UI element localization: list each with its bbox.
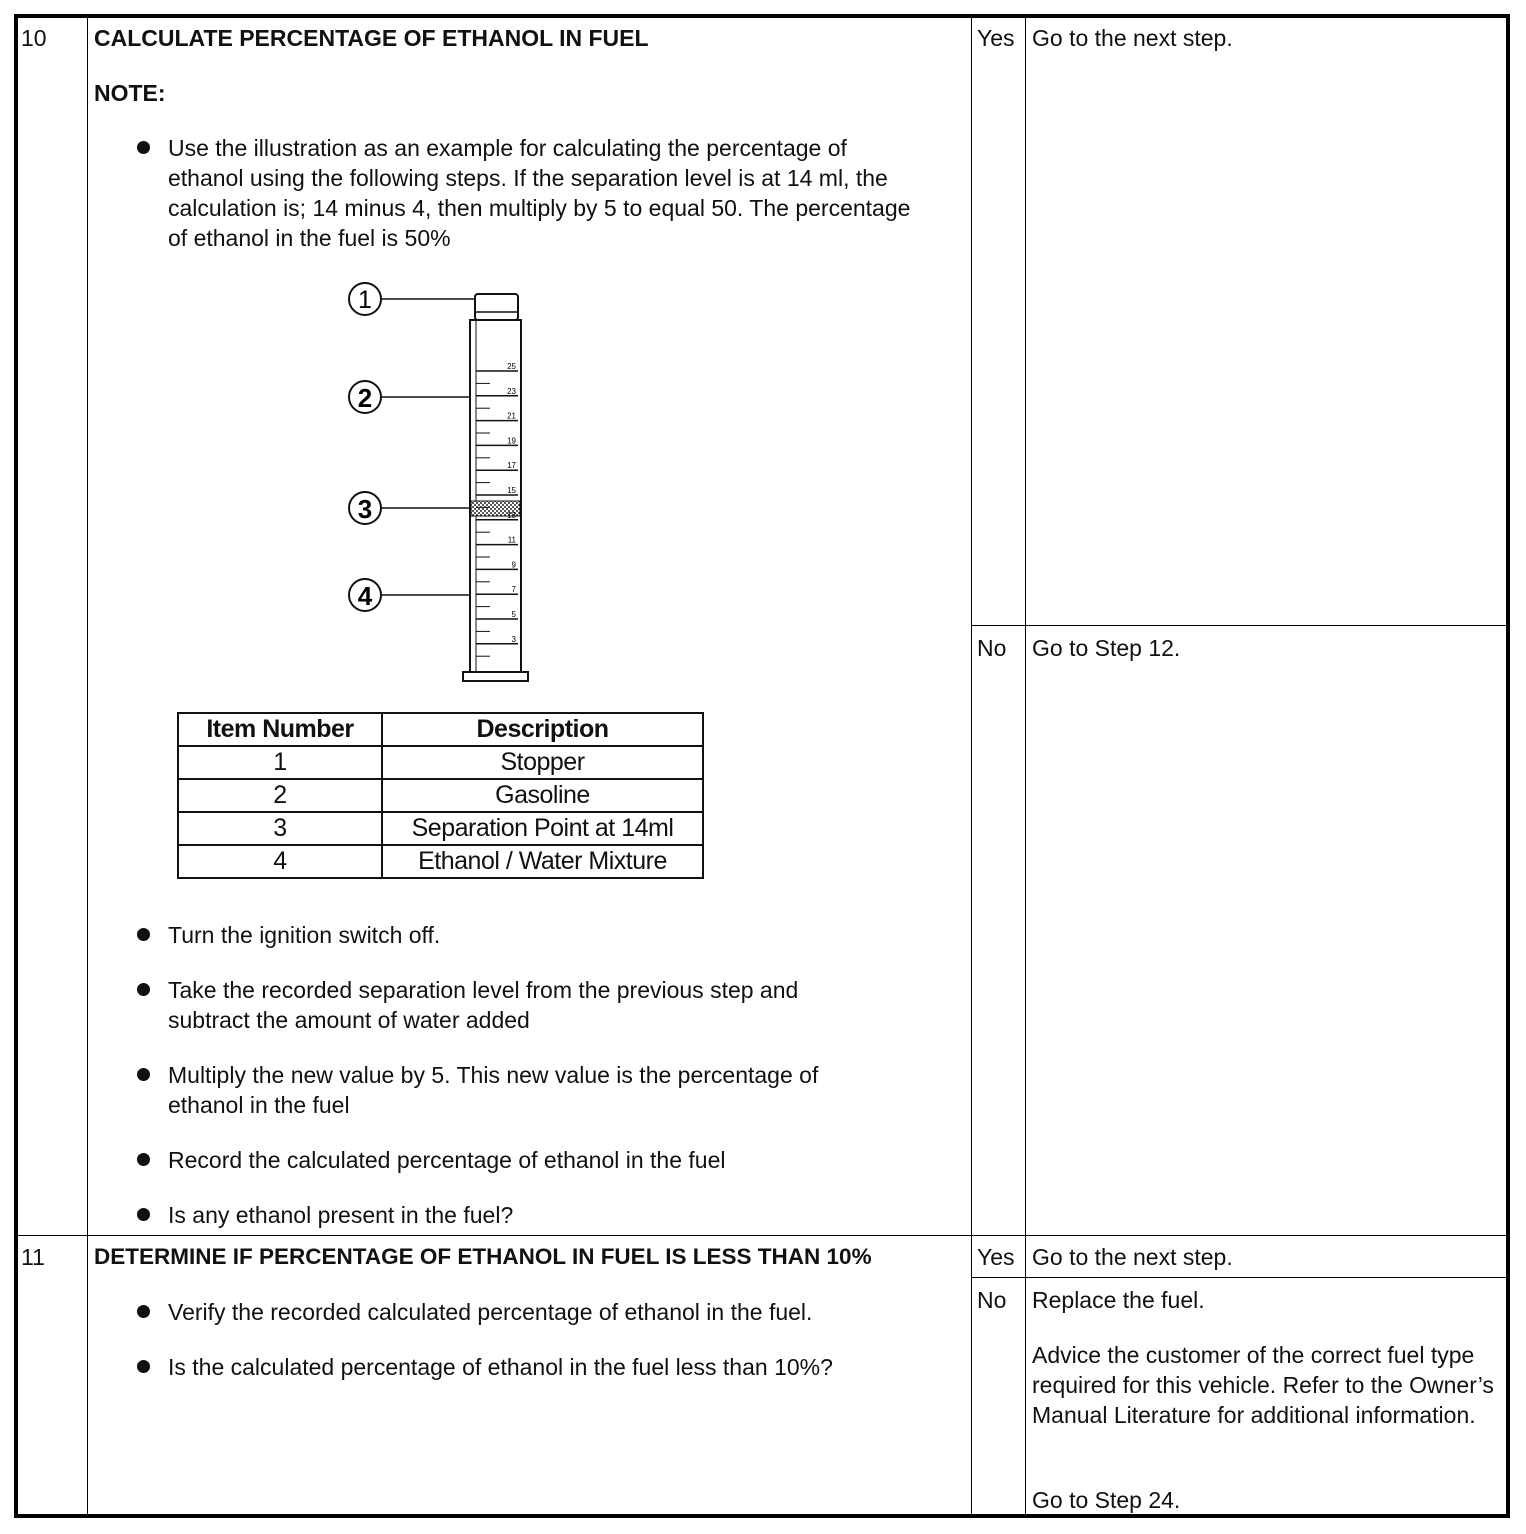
scale-label: 11 [507,535,516,545]
step-title: CALCULATE PERCENTAGE OF ETHANOL IN FUEL [94,25,649,51]
item-number-cell: 1 [178,746,382,779]
description-cell: Ethanol / Water Mixture [382,845,703,878]
scale-label: 15 [507,486,516,495]
scale-label: 19 [507,436,516,446]
scale-label: 23 [507,386,516,396]
callout-3 [349,492,381,524]
graduated-cylinder-illustration [340,282,550,687]
callout-4 [349,579,381,611]
table-row [178,845,703,878]
cylinder-base [463,672,528,681]
bullet-dot [137,983,150,996]
bullet-dot [137,1305,150,1318]
step-number: 10 [21,25,47,51]
procedure-bullet: Turn the ignition switch off. [168,922,441,948]
description-cell: Stopper [382,746,703,779]
yes-label: Yes [977,25,1015,51]
callout-2 [349,381,381,413]
stopper-shape [475,294,518,320]
no-action-advice: Advice the customer of the correct fuel type required for this vehicle. Refer to the Owner’s Manual Literature for additional information. [1032,1342,1494,1428]
procedure-bullet: Is any ethanol present in the fuel? [168,1202,514,1228]
header-description: Description [382,713,703,746]
no-action: Go to Step 12. [1032,635,1181,661]
callout-4-label: 4 [357,581,373,611]
bullet-dot [137,1153,150,1166]
scale-label: 21 [507,411,516,421]
scale-label: 13 [507,510,516,520]
scale-label: 7 [511,585,516,595]
scale-label: 5 [511,610,516,619]
item-number-cell: 2 [178,779,382,812]
callout-3-label: 3 [357,494,373,524]
col-divider-action [1025,16,1026,1516]
scale-label: 17 [507,461,516,471]
yes-action: Go to the next step. [1032,1244,1233,1270]
table-row [178,746,703,779]
no-label: No [977,635,1007,661]
table-row [178,812,703,845]
scale-label: 25 [507,362,516,371]
no-action-goto: Go to Step 24. [1032,1487,1181,1513]
yes-label: Yes [977,1244,1015,1270]
procedure-bullet: Multiply the new value by 5. This new value is the percentage of ethanol in the fuel [168,1062,819,1118]
item-number-cell: 4 [178,845,382,878]
bullet-dot [137,141,150,154]
bullet-dot [137,1360,150,1373]
description-cell: Gasoline [382,779,703,812]
step-number: 11 [21,1244,45,1270]
step-title: DETERMINE IF PERCENTAGE OF ETHANOL IN FUEL IS LESS THAN 10% [94,1244,872,1269]
scale-label: 3 [511,634,516,644]
col-divider-number [87,16,88,1516]
scale-label: 9 [511,560,516,570]
no-label: No [977,1287,1007,1313]
bullet-dot [137,928,150,941]
bullet-dot [137,1068,150,1081]
row-divider-11-yes-no [971,1277,1509,1278]
row-divider-10-yes-no [971,625,1509,626]
callout-1-label: 1 [358,286,372,314]
yes-action: Go to the next step. [1032,25,1233,51]
procedure-bullet: Verify the recorded calculated percentage of ethanol in the fuel. [168,1299,813,1325]
procedure-bullet: Record the calculated percentage of ethanol in the fuel [168,1147,726,1173]
note-bullet-text: Use the illustration as an example for calculating the percentage of ethanol using the following steps. If the separation level is at 14 ml, the calculation is; 14 minus 4, then multiply by 5 to equal 50. The percentage of ethanol in the fuel is 50% [168,135,911,251]
item-number-cell: 3 [178,812,382,845]
note-label: NOTE: [94,80,166,106]
procedure-bullet: Take the recorded separation level from the previous step and subtract the amount of water added [168,977,799,1033]
header-item-number: Item Number [178,713,382,746]
row-divider-step-11 [16,1235,1509,1236]
col-divider-result [971,16,972,1516]
no-action-line: Replace the fuel. [1032,1287,1205,1313]
procedure-bullet: Is the calculated percentage of ethanol in the fuel less than 10%? [168,1354,833,1380]
callout-2-label: 2 [357,383,373,413]
table-row [178,779,703,812]
legend-table [177,712,704,879]
description-cell: Separation Point at 14ml [382,812,703,845]
bullet-dot [137,1208,150,1221]
callout-1 [349,283,381,315]
